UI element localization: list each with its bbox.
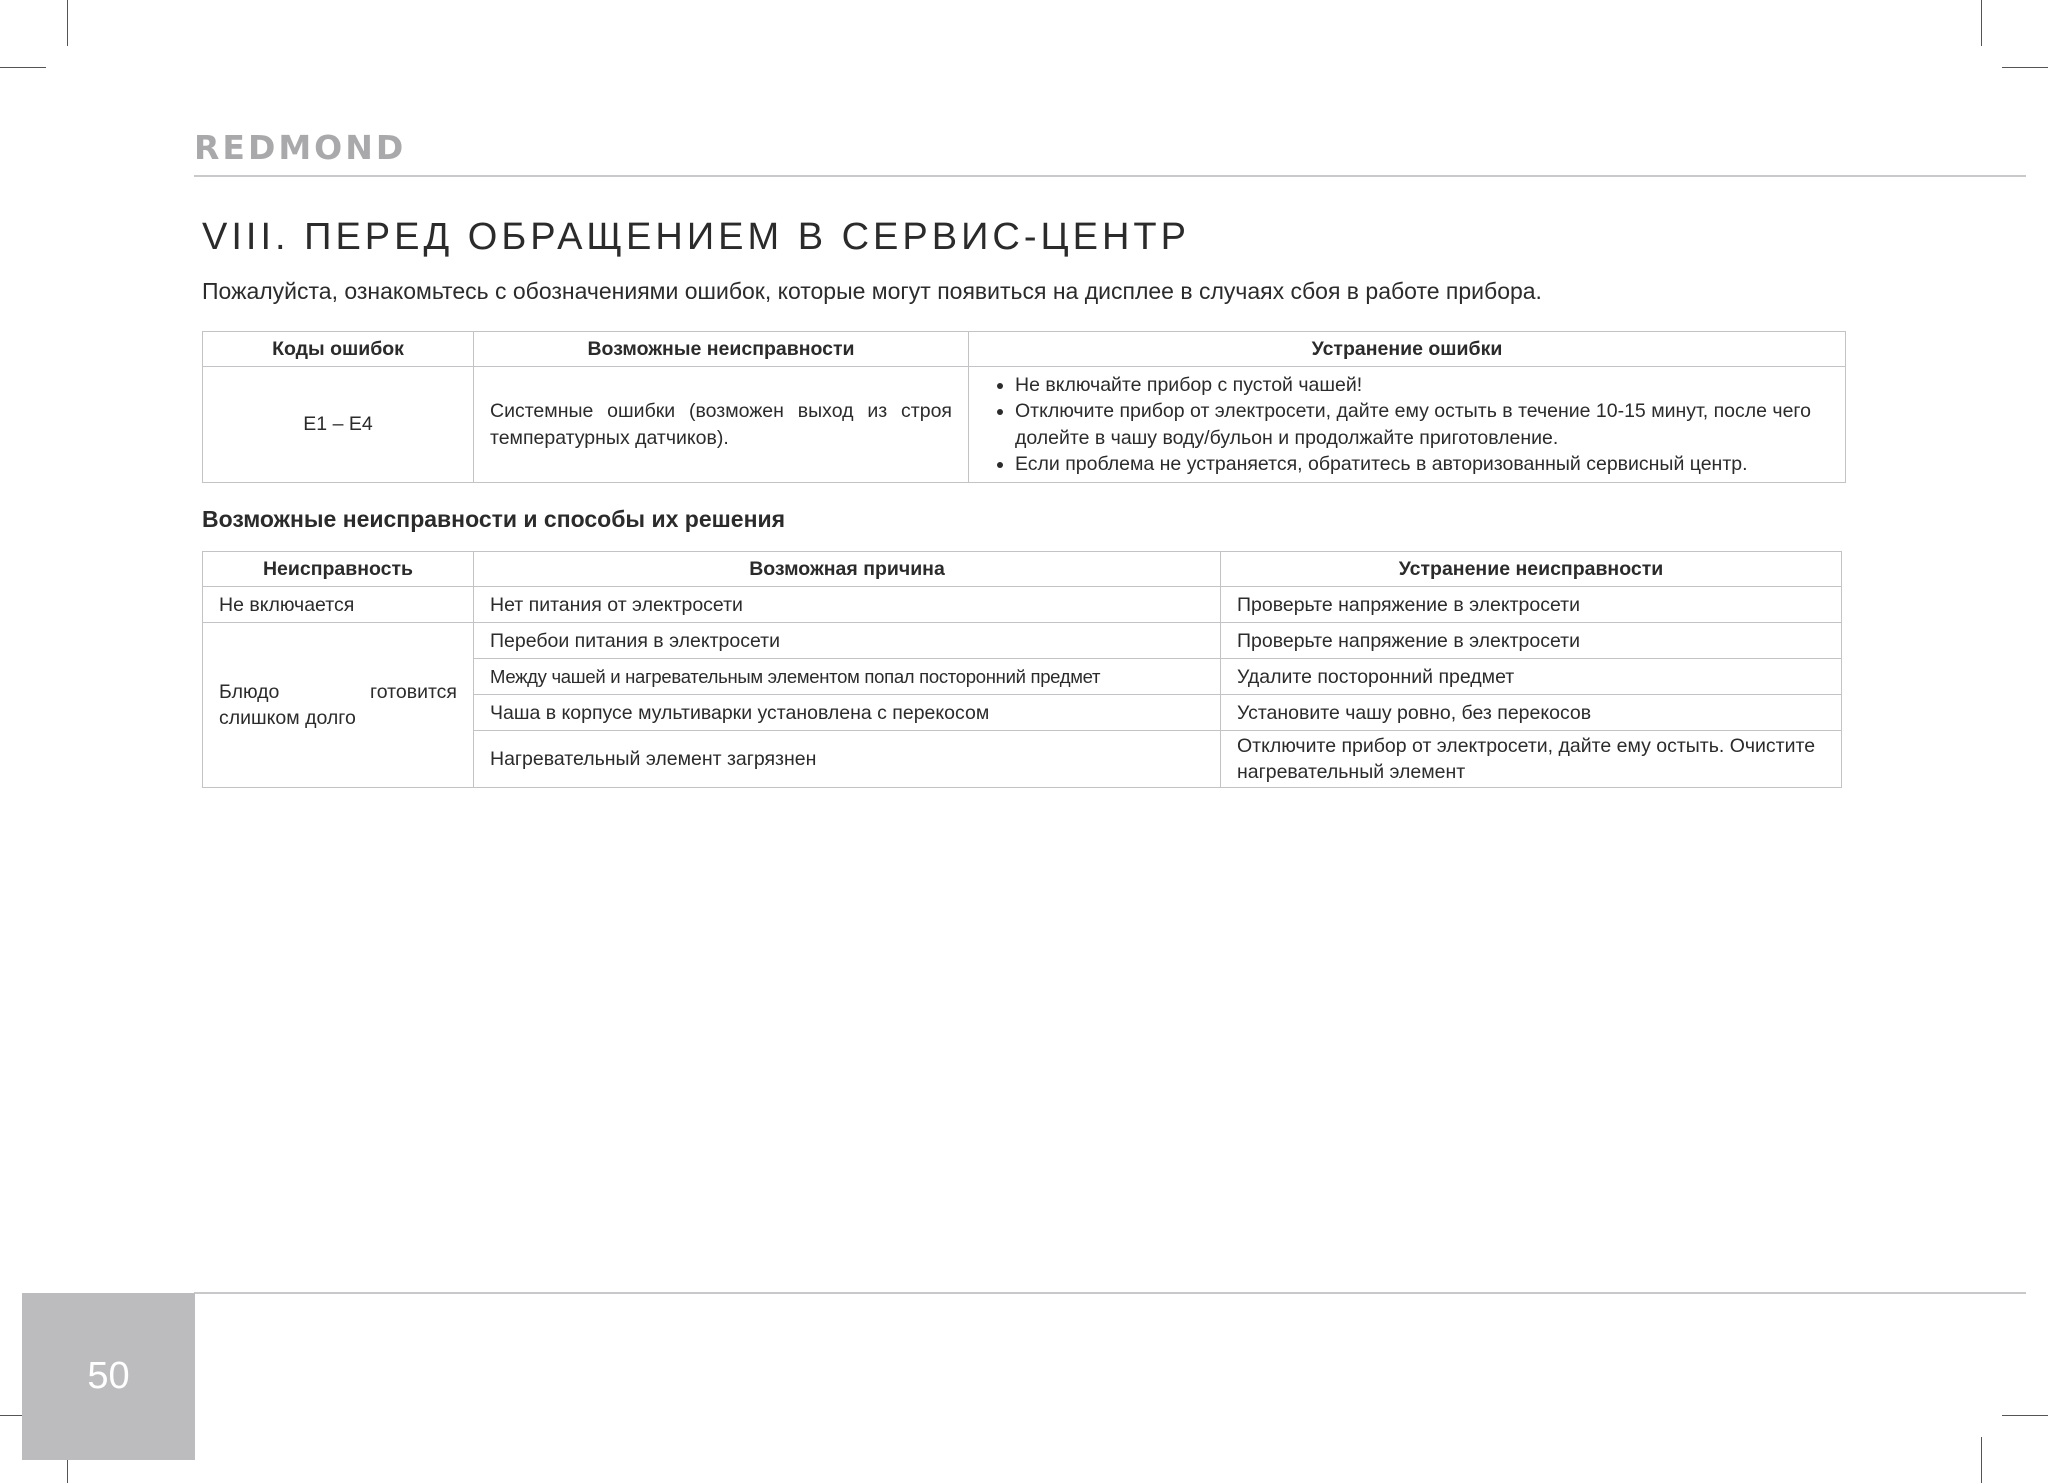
page-title: VIII. ПЕРЕД ОБРАЩЕНИЕМ В СЕРВИС-ЦЕНТР [202, 216, 1190, 258]
crop-mark [2002, 1415, 2048, 1416]
page-number: 50 [22, 1293, 195, 1460]
column-header: Неисправность [203, 552, 474, 587]
crop-mark [1981, 0, 1982, 46]
error-fixes [969, 367, 1846, 483]
cause-cell: Чаша в корпусе мультиварки установлена с перекосом [474, 695, 1221, 731]
column-header: Устранение неисправности [1221, 552, 1842, 587]
cause-cell: Между чашей и нагревательным элементом попал посторонний предмет [474, 659, 1221, 695]
table-row [203, 367, 1846, 483]
footer-rule [194, 1292, 2026, 1294]
column-header: Устранение ошибки [969, 332, 1846, 367]
fix-cell: Установите чашу ровно, без перекосов [1221, 695, 1842, 731]
crop-mark [67, 0, 68, 46]
table-header-row [203, 552, 1842, 587]
error-codes-table [202, 331, 1846, 483]
cause-cell: Нет питания от электросети [474, 587, 1221, 623]
fix-cell: Проверьте напряжение в электросети [1221, 587, 1842, 623]
cause-cell: Перебои питания в электросети [474, 623, 1221, 659]
crop-mark [1981, 1437, 1982, 1483]
column-header: Возможная причина [474, 552, 1221, 587]
list-item: • Не включайте прибор с пустой чашей! [1015, 372, 1829, 399]
fix-cell: Отключите прибор от электросети, дайте ему остыть. Очистите нагревательный элемент [1221, 731, 1842, 788]
fault-cell: Не включается [203, 587, 474, 623]
list-item: • Отключите прибор от электросети, дайте ему остыть в течение 10-15 минут, после чего долейте в чашу воду/бульон и продолжайте приготовление. [1015, 398, 1829, 451]
crop-mark [2002, 67, 2048, 68]
error-code: E1 – E4 [203, 367, 474, 483]
fix-cell: Проверьте напряжение в электросети [1221, 623, 1842, 659]
table-row [203, 587, 1842, 623]
header-rule [194, 175, 2026, 177]
column-header: Коды ошибок [203, 332, 474, 367]
brand-logo: REDMOND [194, 128, 407, 167]
troubleshooting-table [202, 551, 1842, 788]
list-item: • Если проблема не устраняется, обратитесь в авторизованный сервисный центр. [1015, 451, 1829, 478]
intro-text: Пожалуйста, ознакомьтесь с обозначениями ошибок, которые могут появиться на дисплее в случаях сбоя в работе прибора. [202, 278, 1542, 304]
fix-cell: Удалите посторонний предмет [1221, 659, 1842, 695]
table-row [203, 623, 1842, 659]
fault-cell: Блюдо готовится слишком долго [203, 623, 474, 788]
crop-mark [0, 67, 46, 68]
error-fault: Системные ошибки (возможен выход из строя температурных датчиков). [474, 367, 969, 483]
column-header: Возможные неисправности [474, 332, 969, 367]
section-heading: Возможные неисправности и способы их решения [202, 506, 786, 532]
table-header-row [203, 332, 1846, 367]
cause-cell: Нагревательный элемент загрязнен [474, 731, 1221, 788]
